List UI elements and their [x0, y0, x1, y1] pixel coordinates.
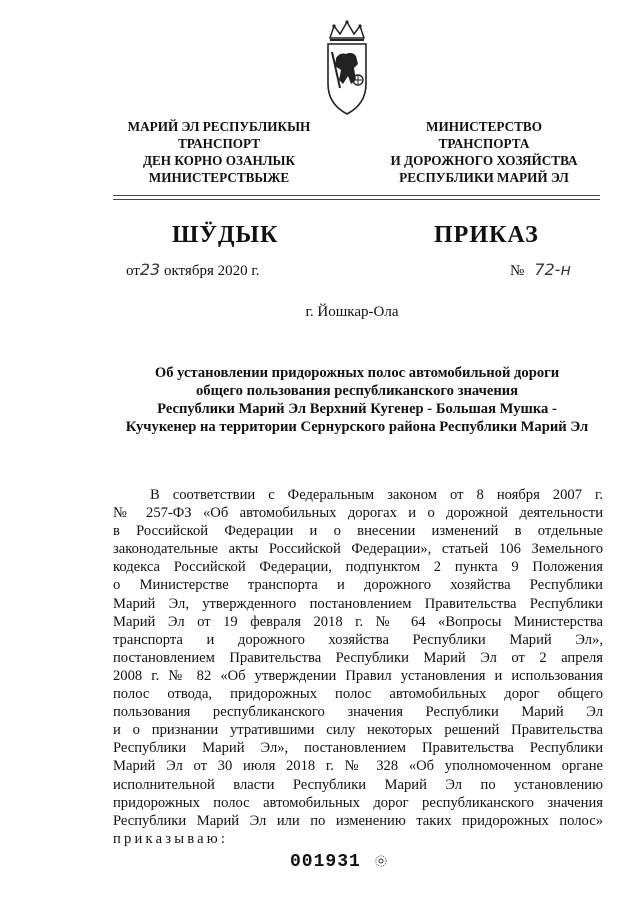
- document-number: [510, 260, 571, 280]
- ministry-name-mari-line: ТРАНСПОРТ: [178, 136, 260, 151]
- date-prefix: от: [126, 263, 140, 279]
- body-line: В соответствии с Федеральным законом от 8 ноября 2007 г.: [150, 487, 603, 503]
- body-line: Марий Эл, утвержденного постановлением Правительства Республики: [113, 595, 603, 612]
- body-line: Республики Марий Эл или по изменению таких придорожных полос»: [113, 812, 603, 829]
- title-line: общего пользования республиканского значения: [195, 383, 519, 399]
- body-line: законодательные акты Российской Федерации», статьей 106 Земельного: [113, 541, 603, 558]
- body-line: в Российской Федерации и о внесении изменений в отдельные: [113, 523, 603, 540]
- body-line: и о признании утратившими силу некоторых решений Правительства: [113, 722, 603, 739]
- body-line: Республики Марий Эл», постановлением Правительства Республики: [113, 740, 603, 757]
- date-month-year: октября 2020 г.: [163, 263, 260, 279]
- ministry-name-russian-line: ТРАНСПОРТА: [438, 136, 530, 151]
- order-word: приказываю:: [113, 830, 229, 847]
- document-title: [112, 364, 602, 436]
- coat-of-arms-emblem: [318, 18, 376, 118]
- title-line: Кучукенер на территории Сернурского района Республики Марий Эл: [125, 419, 589, 435]
- title-line: Республики Марий Эл Верхний Кугенер - Большая Мушка -: [157, 401, 557, 417]
- body-line: полос отвода, придорожных полос автомобильных дорог общего: [113, 686, 603, 703]
- rosette-icon: [374, 854, 388, 868]
- ministry-name-mari-line: ДЕН КОРНО ОЗАНЛЫК: [142, 153, 296, 168]
- header-divider: [113, 195, 600, 196]
- document-city: г. Йошкар-Ола: [305, 304, 399, 320]
- document-date: [126, 260, 260, 280]
- body-line: о Министерстве транспорта и дорожного хозяйства Республики: [113, 577, 603, 594]
- body-line: транспорта и дорожного хозяйства Республики Марий Эл»,: [113, 631, 603, 648]
- number-label: №: [510, 263, 525, 279]
- body-line: № 257-ФЗ «Об автомобильных дорогах и о дорожной деятельности: [113, 505, 603, 522]
- document-body: [113, 486, 603, 848]
- form-serial-number: 001931: [290, 852, 361, 872]
- document-type-russian: ПРИКАЗ: [434, 222, 539, 248]
- ministry-name-mari-line: МИНИСТЕРСТВЫЖЕ: [148, 170, 290, 185]
- body-line: пользования республиканского значения Республики Марий Эл: [113, 704, 603, 721]
- body-line: постановлением Правительства Республики Марий Эл от 2 апреля: [113, 649, 603, 666]
- body-line: кодекса Российской Федерации, подпунктом 2 пункта 9 Положения: [113, 559, 603, 576]
- ministry-name-mari: [104, 118, 334, 186]
- body-line: 2008 г. № 82 «Об утверждении Правил установления и использования: [113, 667, 603, 684]
- body-line: Марий Эл от 30 июля 2018 г. № 328 «Об уполномоченном органе: [113, 758, 603, 775]
- document-type-mari: ШӰДЫК: [172, 222, 279, 248]
- body-line: придорожных полос автомобильных дорог республиканского значения: [113, 794, 603, 811]
- body-line: исполнительной власти Республики Марий Эл по установлению: [113, 776, 603, 793]
- title-line: Об установлении придорожных полос автомобильной дороги: [154, 365, 560, 381]
- ministry-name-mari-line: МАРИЙ ЭЛ РЕСПУБЛИКЫН: [127, 119, 311, 134]
- ministry-name-russian-line: И ДОРОЖНОГО ХОЗЯЙСТВА: [390, 153, 578, 168]
- ministry-name-russian: [370, 118, 598, 186]
- header-divider: [113, 199, 600, 200]
- ministry-name-russian-line: РЕСПУБЛИКИ МАРИЙ ЭЛ: [399, 170, 569, 185]
- number-value-handwritten: 72-н: [534, 260, 571, 279]
- body-line: Марий Эл от 19 февраля 2018 г. № 64 «Вопросы Министерства: [113, 613, 603, 630]
- ministry-name-russian-line: МИНИСТЕРСТВО: [426, 119, 542, 134]
- date-day-handwritten: 23: [139, 260, 161, 279]
